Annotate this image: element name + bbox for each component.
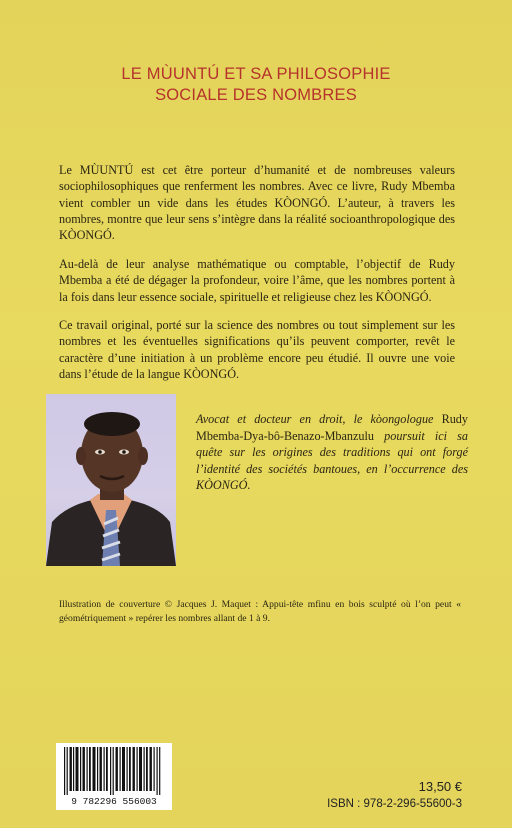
- author-bio-intro: Avocat et docteur en droit, le kòongologue: [196, 412, 434, 426]
- blurb-paragraph-1: Le MÙUNTÚ est cet être porteur d’humanité et de nombreuses valeurs sociophilosophiques que renferment les nombres. Avec ce livre, Rudy Mbemba vient combler un vide dans les études KÒONGÓ. L’auteur, à travers les nombres, montre que leur sens s’intègre dans la réalité socioanthropologique des KÒONGÓ.: [59, 163, 455, 243]
- blurb-paragraph-2: Au-delà de leur analyse mathématique ou comptable, l’objectif de Rudy Mbemba a été de dégager la profondeur, voire l’âme, que les nombres portent à la fois dans leur essence sociale, spirituelle et religieuse chez les KÒONGÓ.: [59, 257, 455, 304]
- barcode-bars: [62, 747, 166, 795]
- barcode-number: 9 782296 556003: [71, 796, 157, 807]
- book-title-line-1: LE MÙUNTÚ ET SA PHILOSOPHIE: [121, 65, 391, 83]
- book-title: [40, 64, 472, 106]
- barcode: [56, 743, 172, 810]
- author-portrait-illustration: [46, 394, 176, 566]
- author-photo: [46, 394, 176, 566]
- isbn: ISBN : 978-2-296-55600-3: [327, 798, 462, 810]
- author-bio: [196, 411, 468, 494]
- author-name: Rudy Mbemba-Dya-bô-Benazo-Mbanzulu: [196, 412, 468, 443]
- book-title-line-2: SOCIALE DES NOMBRES: [155, 86, 357, 104]
- blurb-paragraph-3: Ce travail original, porté sur la science des nombres ou tout simplement sur les nombres et les éventuelles significations qu’ils peuvent comporter, revêt le caractère d’une initiation à un problème encore peu étudié. Il ouvre une voie dans l’étude de la langue KÒONGÓ.: [59, 318, 455, 381]
- author-bio-rest: poursuit ici sa quête sur les origines des traditions qui ont forgé l’identité des sociétés bantoues, en l’occurrence des KÒONGÓ.: [196, 428, 468, 492]
- price: 13,50 €: [418, 779, 462, 794]
- cover-illustration-credit: Illustration de couverture © Jacques J. Maquet : Appui-tête mfinu en bois sculpté où l’on peut « géométriquement » repérer les nombres allant de 1 à 9.: [59, 599, 461, 624]
